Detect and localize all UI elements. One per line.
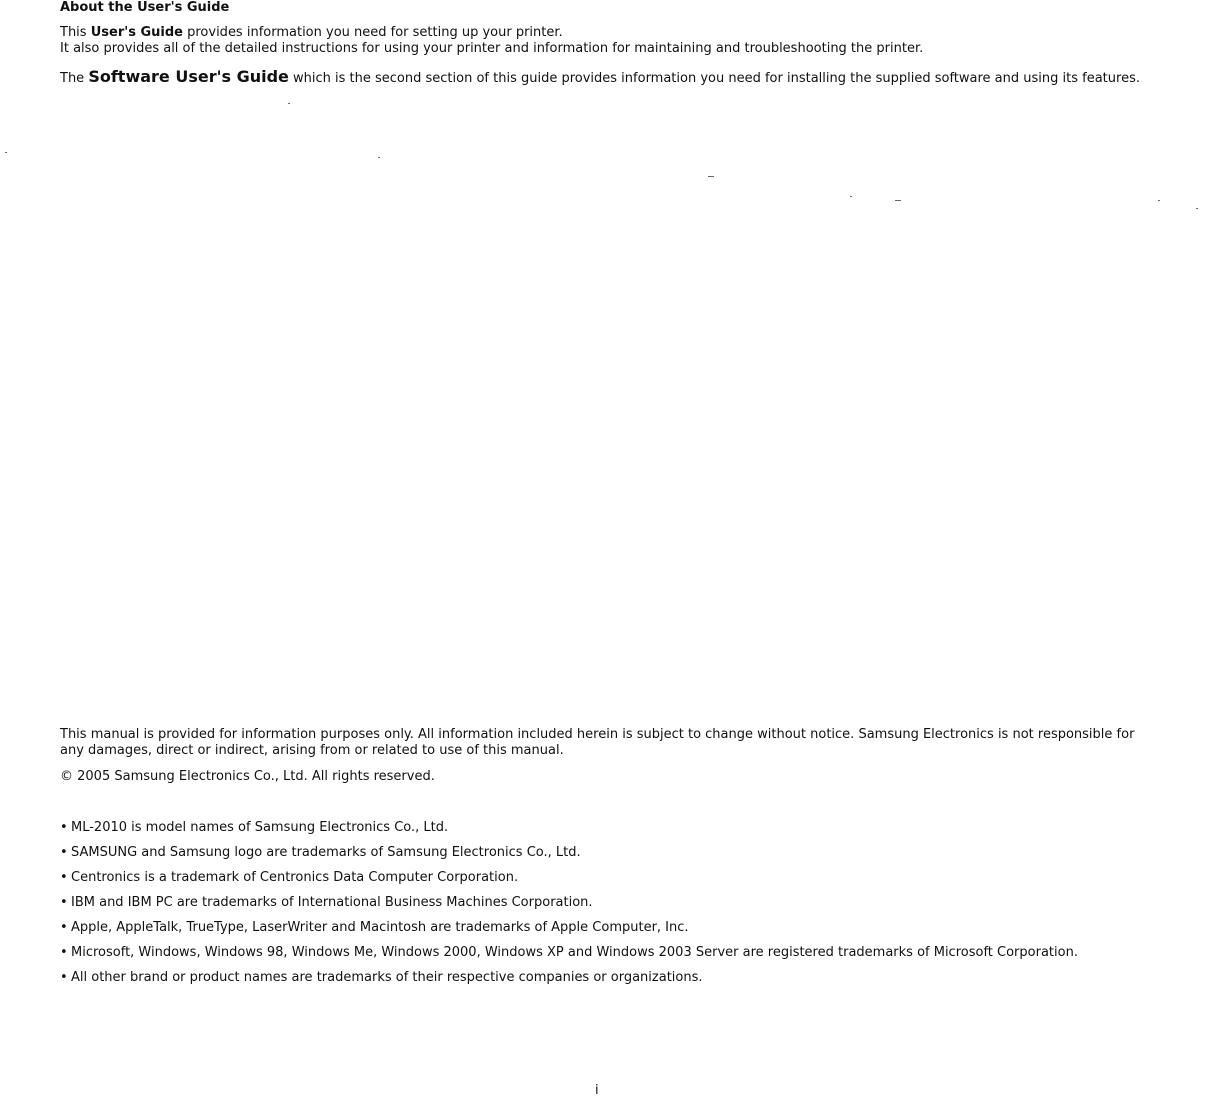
trademark-text: Centronics is a trademark of Centronics Data Computer Corporation. — [71, 870, 519, 885]
list-item — [60, 970, 1120, 986]
bullet-icon: • — [60, 970, 68, 985]
intro-text: It also provides all of the detailed instructions for using your printer and information for maintaining and troubleshooting the printer. — [60, 41, 924, 56]
intro-paragraph-software-guide — [60, 69, 1180, 87]
trademark-text: All other brand or product names are trademarks of their respective companies or organizations. — [71, 970, 703, 985]
bullet-icon: • — [60, 920, 68, 935]
trademark-text: ML-2010 is model names of Samsung Electronics Co., Ltd. — [71, 820, 449, 835]
scan-speck — [288, 103, 290, 104]
bullet-icon: • — [60, 895, 68, 910]
bullet-icon: • — [60, 870, 68, 885]
list-item — [60, 945, 1120, 961]
list-item — [60, 870, 1120, 886]
scan-speck — [850, 196, 852, 197]
trademark-text: SAMSUNG and Samsung logo are trademarks of Samsung Electronics Co., Ltd. — [71, 845, 581, 860]
scan-speck — [1158, 200, 1160, 201]
intro-text: provides information you need for setting up your printer. — [182, 25, 563, 40]
trademark-text: Microsoft, Windows, Windows 98, Windows Me, Windows 2000, Windows XP and Windows 2003 Server are registered trademarks of Microsoft Corporation. — [71, 945, 1078, 960]
disclaimer-text: This manual is provided for information purposes only. All information included herein is subject to change without notice. Samsung Electronics is not responsible for any damages, direct or indirect, arising from or related to use of this manual. — [60, 727, 1135, 758]
trademark-list — [60, 820, 1120, 995]
scan-speck — [708, 176, 714, 177]
trademark-text: Apple, AppleTalk, TrueType, LaserWriter and Macintosh are trademarks of Apple Computer, Inc. — [71, 920, 689, 935]
copyright-notice: © 2005 Samsung Electronics Co., Ltd. All rights reserved. — [60, 769, 435, 784]
intro-text: The — [60, 71, 89, 86]
bullet-icon: • — [60, 945, 68, 960]
scan-speck — [5, 152, 7, 153]
page-number: i — [595, 1083, 599, 1098]
software-users-guide-title: Software User's Guide — [88, 67, 289, 86]
list-item — [60, 820, 1120, 836]
scan-speck — [895, 200, 901, 201]
bullet-icon: • — [60, 820, 68, 835]
list-item — [60, 895, 1120, 911]
intro-text: which is the second section of this guide provides information you need for installing the supplied software and using its features. — [288, 71, 1140, 86]
users-guide-title: User's Guide — [90, 25, 183, 40]
scan-speck — [1196, 208, 1198, 209]
trademark-text: IBM and IBM PC are trademarks of International Business Machines Corporation. — [71, 895, 593, 910]
scan-speck — [378, 157, 380, 158]
intro-text: This — [60, 25, 91, 40]
section-heading: About the User's Guide — [60, 0, 230, 15]
bullet-icon: • — [60, 845, 68, 860]
intro-paragraph-users-guide — [60, 25, 1180, 57]
list-item — [60, 845, 1120, 861]
list-item — [60, 920, 1120, 936]
